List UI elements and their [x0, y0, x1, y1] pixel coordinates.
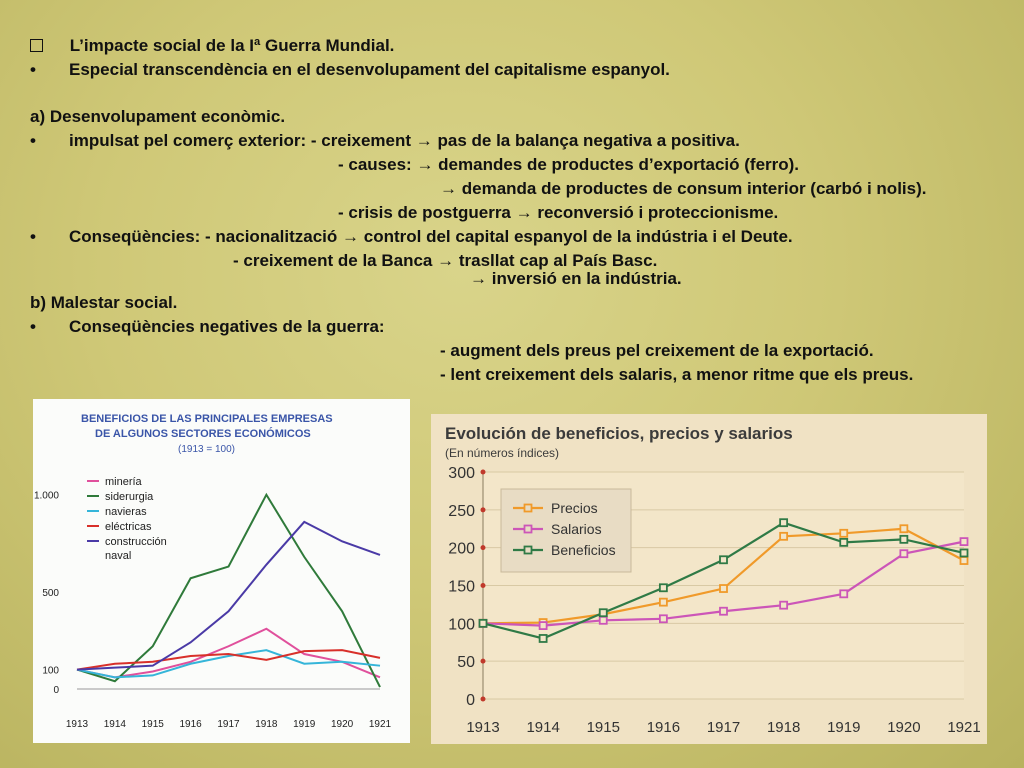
legend-label: Precios [551, 500, 598, 516]
series-marker [540, 622, 547, 629]
y-tick-label: 0 [53, 685, 59, 696]
text-line: inversió en la indústria. [491, 269, 682, 288]
legend-label: navieras [105, 506, 147, 518]
text-line: demanda de productes de consum interior (carbó i nolis). [461, 179, 927, 198]
x-tick-label: 1920 [331, 719, 354, 730]
legend-marker [525, 526, 532, 533]
legend-marker [525, 547, 532, 554]
legend-label: siderurgia [105, 491, 154, 503]
x-tick-label: 1917 [706, 719, 741, 736]
legend-label: Salarios [551, 521, 602, 537]
text-line: a) Desenvolupament econòmic. [30, 107, 286, 126]
x-tick-label: 1913 [65, 719, 89, 730]
text-line: - lent creixement dels salaris, a menor ritme que els preus. [440, 365, 914, 384]
x-tick-label: 1916 [179, 719, 202, 730]
y-tick-label: 250 [448, 502, 475, 520]
series-marker [600, 609, 607, 616]
series-marker [961, 557, 968, 564]
x-tick-label: 1921 [947, 719, 981, 736]
series-marker [961, 549, 968, 556]
legend-marker [525, 505, 532, 512]
text-line: pas de la balança negativa a positiva. [437, 131, 740, 150]
chart-1-note: (1913 = 100) [178, 444, 235, 455]
series-marker [780, 533, 787, 540]
arrow-icon: → [416, 155, 434, 174]
checkbox-bullet-icon [30, 39, 43, 52]
bullet-icon: • [30, 60, 36, 79]
series-marker [961, 538, 968, 545]
legend-label: naval [105, 550, 132, 562]
text-line: Conseqüències: - nacionalització [69, 227, 338, 246]
y-tick-label: 100 [42, 665, 59, 677]
arrow-icon: → [437, 251, 455, 270]
legend-label: eléctricas [105, 521, 152, 533]
arrow-icon: → [470, 269, 487, 288]
bullet-icon: • [30, 131, 36, 150]
section-b-heading [30, 291, 177, 315]
x-tick-label: 1921 [368, 719, 392, 730]
x-tick-label: 1914 [526, 719, 560, 736]
y-tick-dot [481, 659, 486, 664]
text-line: - augment dels preus pel creixement de la exportació. [440, 341, 874, 360]
x-tick-label: 1915 [586, 719, 620, 736]
arrow-icon: → [415, 131, 433, 150]
series-marker [780, 519, 787, 526]
x-tick-label: 1919 [827, 719, 861, 736]
text-line: - causes: [338, 155, 412, 174]
legend-label: construcción [105, 536, 167, 548]
bullet-icon: • [30, 227, 36, 246]
series-marker [660, 584, 667, 591]
series-marker [780, 602, 787, 609]
text-line: Especial transcendència en el desenvolupament del capitalisme espanyol. [69, 60, 670, 79]
series-marker [600, 617, 607, 624]
slide-title: L’impacte social de la Iª Guerra Mundial. [69, 36, 395, 55]
bullet-line-4 [30, 315, 385, 339]
text-line: b) Malestar social. [30, 293, 178, 312]
x-tick-label: 1913 [466, 719, 500, 736]
chart-1-subtitle: DE ALGUNOS SECTORES ECONÓMICOS [95, 428, 311, 440]
x-tick-label: 1915 [141, 719, 164, 730]
chart-beneficios-sectores [33, 399, 410, 743]
y-tick-dot [481, 470, 486, 475]
chart-1-title: BENEFICIOS DE LAS PRINCIPALES EMPRESAS [81, 413, 333, 425]
series-marker [840, 539, 847, 546]
chart-beneficios-precios-salarios [431, 414, 987, 744]
series-marker [900, 525, 907, 532]
series-marker [900, 536, 907, 543]
series-marker [540, 635, 547, 642]
x-tick-label: 1917 [217, 719, 240, 730]
x-tick-label: 1918 [255, 719, 278, 730]
wages-line [440, 363, 913, 387]
series-marker [720, 608, 727, 615]
series-marker [660, 615, 667, 622]
title-line [30, 34, 394, 58]
text-line: reconversió i proteccionisme. [537, 203, 779, 222]
crisis-line [338, 201, 778, 225]
y-tick-label: 300 [448, 465, 475, 482]
arrow-icon: → [515, 203, 533, 222]
bullet-line-3 [30, 225, 793, 249]
x-tick-label: 1916 [646, 719, 681, 736]
x-tick-label: 1918 [766, 719, 801, 736]
y-tick-label: 100 [448, 616, 475, 634]
arrow-icon: → [440, 179, 457, 198]
text-line: control del capital espanyol de la indústria i el Deute. [363, 227, 793, 246]
chart-2-svg [431, 414, 987, 744]
legend-label: Beneficios [551, 542, 616, 558]
legend-label: minería [105, 476, 142, 488]
text-line: demandes de productes d’exportació (ferro). [438, 155, 800, 174]
y-tick-label: 50 [457, 654, 475, 672]
bullet-line-1 [30, 58, 670, 82]
series-marker [660, 599, 667, 606]
x-tick-label: 1914 [103, 719, 126, 730]
series-marker [480, 620, 487, 627]
series-marker [900, 550, 907, 557]
y-tick-label: 200 [448, 540, 475, 558]
x-tick-label: 1920 [887, 719, 921, 736]
chart-2-subtitle: (En números índices) [445, 446, 560, 460]
series-marker [720, 585, 727, 592]
y-tick-dot [481, 545, 486, 550]
causes-line-2 [440, 177, 926, 201]
y-tick-label: 1.000 [33, 490, 59, 502]
arrow-icon: → [342, 227, 360, 246]
series-marker [720, 556, 727, 563]
text-line: impulsat pel comerç exterior: - creixement [69, 131, 412, 150]
text-line: - crisis de postguerra [338, 203, 511, 222]
section-a-heading [30, 105, 285, 129]
text-line: - creixement de la Banca [233, 251, 433, 270]
text-line: Conseqüències negatives de la guerra: [69, 317, 385, 336]
y-tick-dot [481, 507, 486, 512]
y-tick-label: 0 [466, 692, 475, 709]
y-tick-label: 150 [448, 578, 475, 596]
series-marker [840, 590, 847, 597]
y-tick-dot [481, 697, 486, 702]
text-line: trasllat cap al País Basc. [458, 251, 658, 270]
series-marker [840, 530, 847, 537]
bullet-icon: • [30, 317, 36, 336]
y-tick-label: 500 [42, 587, 59, 599]
bullet-line-2 [30, 129, 740, 153]
y-tick-dot [481, 583, 486, 588]
inversio-line [470, 267, 682, 291]
chart-2-title: Evolución de beneficios, precios y salarios [445, 424, 793, 443]
x-tick-label: 1919 [293, 719, 316, 730]
causes-line [338, 153, 799, 177]
chart-1-svg [33, 399, 410, 743]
prices-line [440, 339, 874, 363]
